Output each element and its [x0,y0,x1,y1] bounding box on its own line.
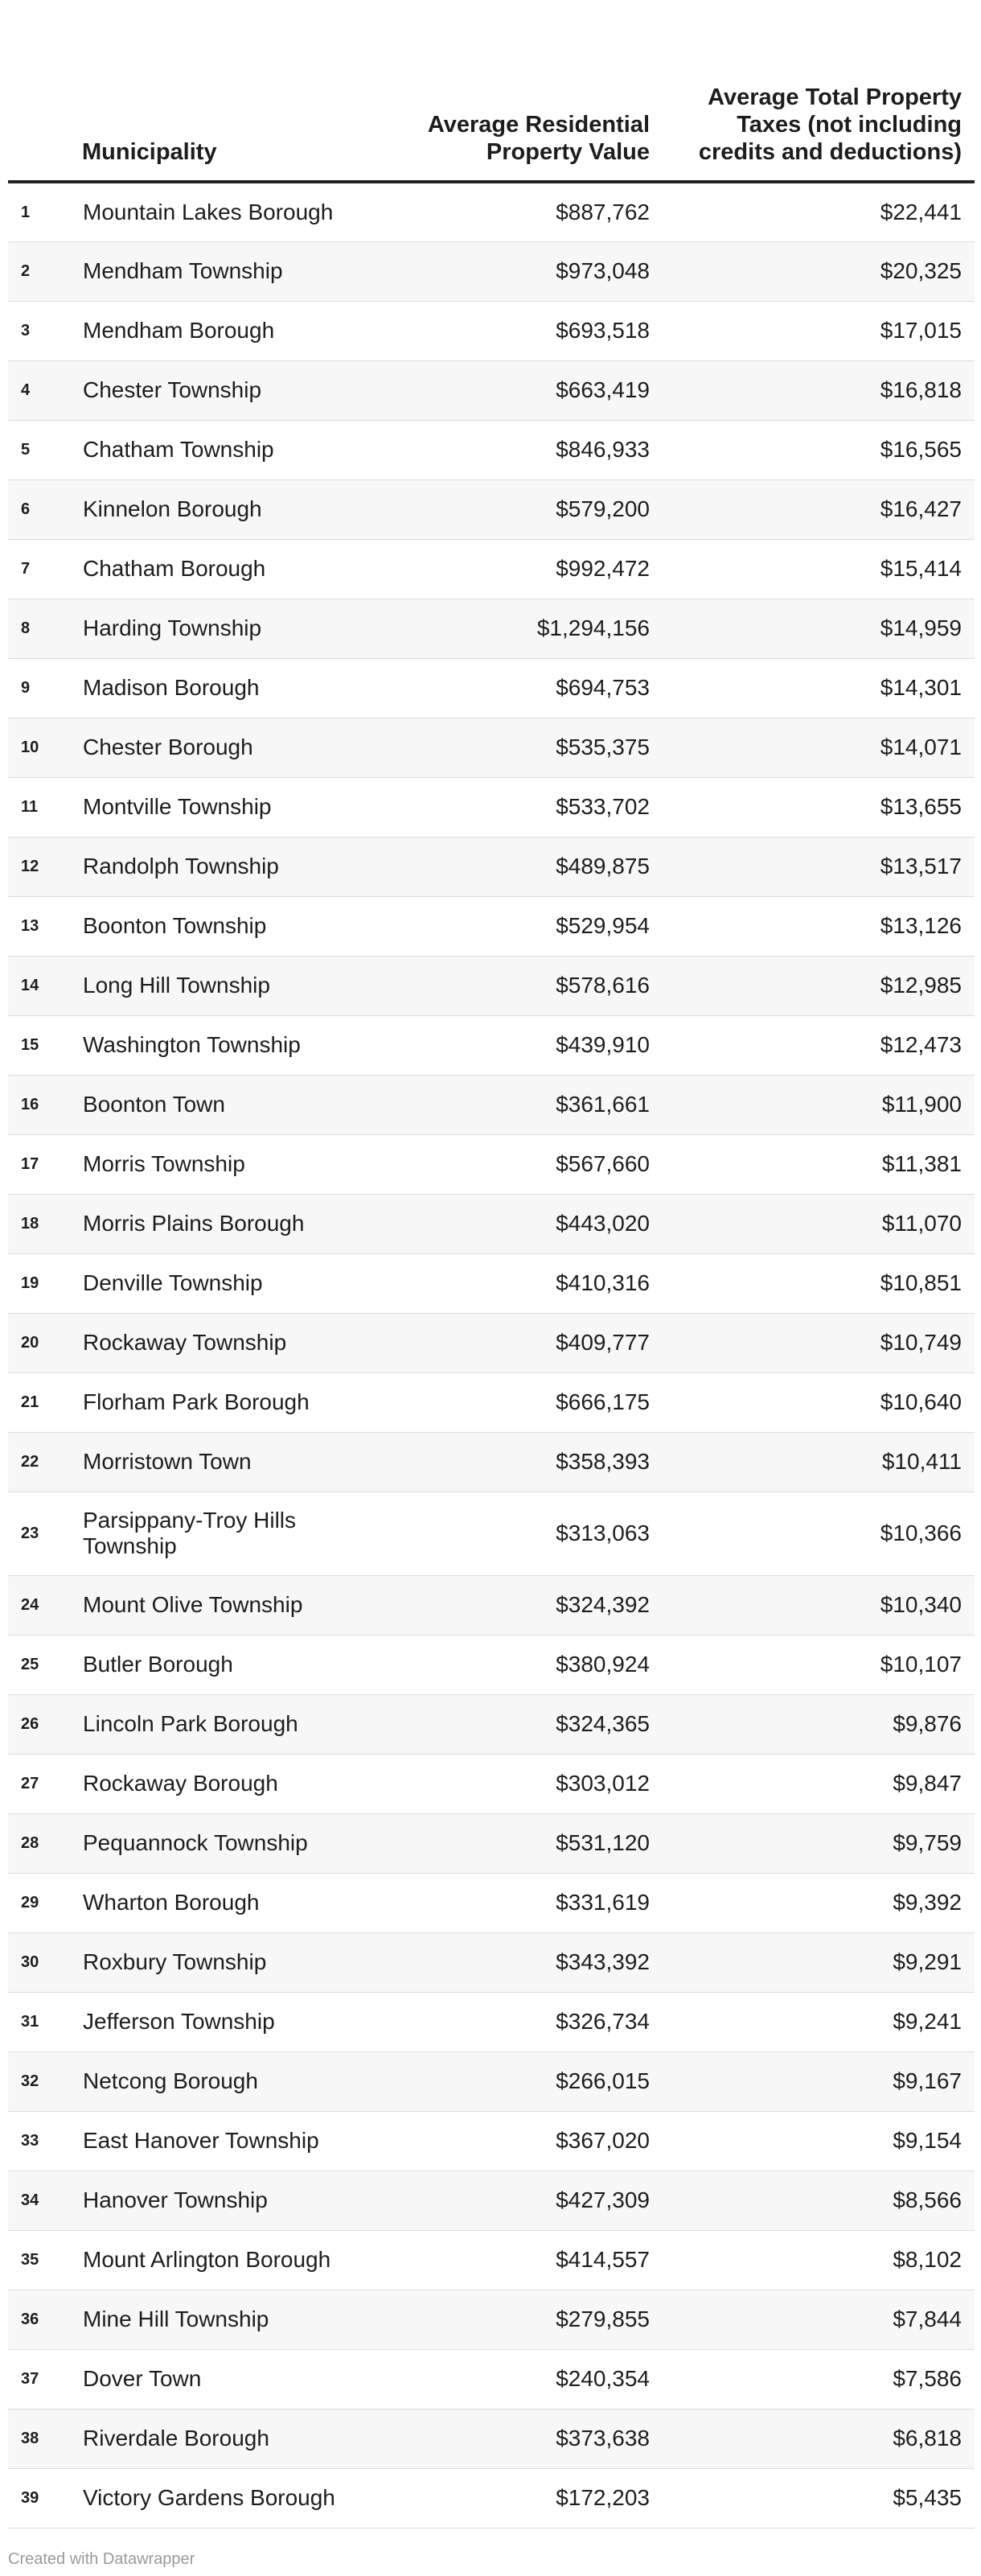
municipality-cell: Morris Plains Borough [82,1194,371,1253]
rank-cell: 15 [8,1015,82,1075]
property-taxes-cell: $14,071 [669,718,975,777]
property-taxes-cell: $8,566 [669,2171,975,2230]
table-row [8,1992,975,2051]
municipality-cell: Victory Gardens Borough [82,2468,371,2528]
property-taxes-cell: $11,900 [669,1075,975,1134]
table-body [8,182,975,2528]
rank-cell: 3 [8,301,82,360]
property-taxes-cell: $13,126 [669,896,975,956]
table-row [8,1372,975,1432]
property-value-cell: $529,954 [371,896,669,956]
property-taxes-cell: $9,847 [669,1754,975,1813]
table-row [8,1575,975,1635]
property-taxes-cell: $11,381 [669,1134,975,1194]
property-value-cell: $414,557 [371,2230,669,2290]
municipality-cell: Florham Park Borough [82,1372,371,1432]
property-taxes-cell: $7,844 [669,2290,975,2349]
municipality-cell: Mount Olive Township [82,1575,371,1635]
table-row [8,182,975,241]
property-taxes-cell: $9,759 [669,1813,975,1873]
municipality-cell: Netcong Borough [82,2051,371,2111]
table-row [8,1873,975,1932]
property-taxes-cell: $5,435 [669,2468,975,2528]
property-taxes-cell: $9,241 [669,1992,975,2051]
table-row [8,2349,975,2409]
table-row [8,241,975,301]
rank-cell: 31 [8,1992,82,2051]
municipality-cell: Pequannock Township [82,1813,371,1873]
table-row [8,837,975,896]
property-value-cell: $1,294,156 [371,599,669,658]
header-row [8,29,975,182]
property-taxes-cell: $10,366 [669,1492,975,1575]
header-municipality: Municipality [82,29,371,182]
municipality-cell: Roxbury Township [82,1932,371,1992]
table-row [8,1075,975,1134]
property-taxes-cell: $10,411 [669,1432,975,1492]
property-taxes-cell: $14,959 [669,599,975,658]
municipality-cell: Morristown Town [82,1432,371,1492]
property-value-cell: $427,309 [371,2171,669,2230]
property-value-cell: $693,518 [371,301,669,360]
property-taxes-cell: $12,473 [669,1015,975,1075]
property-value-cell: $535,375 [371,718,669,777]
table-row [8,718,975,777]
table-row [8,1813,975,1873]
municipality-cell: Mendham Township [82,241,371,301]
municipality-cell: Boonton Township [82,896,371,956]
municipality-cell: Denville Township [82,1253,371,1313]
municipality-cell: Rockaway Borough [82,1754,371,1813]
property-value-cell: $694,753 [371,658,669,718]
property-value-cell: $303,012 [371,1754,669,1813]
municipality-cell: Montville Township [82,777,371,837]
municipality-cell: Mine Hill Township [82,2290,371,2349]
header-average-property-value: Average Residential Property Value [371,29,669,182]
property-value-cell: $567,660 [371,1134,669,1194]
table-row [8,2051,975,2111]
rank-cell: 27 [8,1754,82,1813]
datawrapper-credit: Created with Datawrapper [8,2550,195,2568]
property-value-cell: $331,619 [371,1873,669,1932]
table-row [8,2290,975,2349]
rank-cell: 2 [8,241,82,301]
table-row [8,2409,975,2468]
property-value-cell: $887,762 [371,182,669,241]
rank-cell: 10 [8,718,82,777]
rank-cell: 24 [8,1575,82,1635]
property-taxes-cell: $20,325 [669,241,975,301]
rank-cell: 18 [8,1194,82,1253]
rank-cell: 28 [8,1813,82,1873]
property-value-cell: $409,777 [371,1313,669,1372]
rank-cell: 9 [8,658,82,718]
property-taxes-cell: $9,876 [669,1694,975,1754]
table-row [8,1754,975,1813]
municipality-cell: Washington Township [82,1015,371,1075]
property-taxes-cell: $9,392 [669,1873,975,1932]
municipality-cell: Boonton Town [82,1075,371,1134]
municipality-cell: Madison Borough [82,658,371,718]
property-value-cell: $443,020 [371,1194,669,1253]
municipality-cell: Lincoln Park Borough [82,1694,371,1754]
property-value-cell: $531,120 [371,1813,669,1873]
property-taxes-cell: $16,427 [669,479,975,539]
property-taxes-cell: $9,291 [669,1932,975,1992]
rank-cell: 26 [8,1694,82,1754]
table-row [8,1194,975,1253]
property-taxes-cell: $14,301 [669,658,975,718]
property-taxes-cell: $13,655 [669,777,975,837]
municipality-cell: Jefferson Township [82,1992,371,2051]
property-taxes-cell: $13,517 [669,837,975,896]
municipality-cell: East Hanover Township [82,2111,371,2171]
rank-cell: 17 [8,1134,82,1194]
table-row [8,2111,975,2171]
rank-cell: 33 [8,2111,82,2171]
property-taxes-cell: $9,167 [669,2051,975,2111]
rank-cell: 14 [8,956,82,1015]
property-taxes-cell: $15,414 [669,539,975,599]
property-value-cell: $992,472 [371,539,669,599]
rank-cell: 16 [8,1075,82,1134]
table-row [8,1932,975,1992]
rank-cell: 4 [8,360,82,420]
municipality-cell: Kinnelon Borough [82,479,371,539]
property-taxes-cell: $12,985 [669,956,975,1015]
rank-cell: 13 [8,896,82,956]
rank-cell: 29 [8,1873,82,1932]
municipality-cell: Mount Arlington Borough [82,2230,371,2290]
rank-cell: 23 [8,1492,82,1575]
table-row [8,1492,975,1575]
rank-cell: 35 [8,2230,82,2290]
rank-cell: 38 [8,2409,82,2468]
municipality-cell: Chatham Borough [82,539,371,599]
table-header [8,29,975,182]
rank-cell: 32 [8,2051,82,2111]
property-value-cell: $663,419 [371,360,669,420]
table-row [8,2230,975,2290]
table-row [8,1694,975,1754]
municipality-cell: Mountain Lakes Borough [82,182,371,241]
property-taxes-cell: $22,441 [669,182,975,241]
table-row [8,479,975,539]
rank-cell: 12 [8,837,82,896]
table-row [8,1635,975,1694]
property-taxes-cell: $8,102 [669,2230,975,2290]
table-row [8,599,975,658]
property-value-cell: $373,638 [371,2409,669,2468]
rank-cell: 25 [8,1635,82,1694]
rank-cell: 1 [8,182,82,241]
property-value-cell: $973,048 [371,241,669,301]
rank-cell: 39 [8,2468,82,2528]
rank-cell: 6 [8,479,82,539]
property-taxes-cell: $7,586 [669,2349,975,2409]
property-taxes-cell: $10,749 [669,1313,975,1372]
property-taxes-cell: $10,340 [669,1575,975,1635]
property-taxes-cell: $10,851 [669,1253,975,1313]
municipality-cell: Riverdale Borough [82,2409,371,2468]
rank-cell: 30 [8,1932,82,1992]
municipality-cell: Dover Town [82,2349,371,2409]
property-taxes-cell: $11,070 [669,1194,975,1253]
table-row [8,1432,975,1492]
municipality-cell: Hanover Township [82,2171,371,2230]
property-value-cell: $326,734 [371,1992,669,2051]
property-taxes-cell: $9,154 [669,2111,975,2171]
property-value-cell: $266,015 [371,2051,669,2111]
rank-cell: 5 [8,420,82,479]
property-taxes-cell: $6,818 [669,2409,975,2468]
property-taxes-cell: $17,015 [669,301,975,360]
municipality-cell: Harding Township [82,599,371,658]
municipality-cell: Long Hill Township [82,956,371,1015]
property-value-cell: $666,175 [371,1372,669,1432]
municipality-cell: Rockaway Township [82,1313,371,1372]
rank-cell: 37 [8,2349,82,2409]
municipality-cell: Wharton Borough [82,1873,371,1932]
municipality-cell: Butler Borough [82,1635,371,1694]
property-value-cell: $279,855 [371,2290,669,2349]
table-row [8,956,975,1015]
table-row [8,1015,975,1075]
property-taxes-cell: $10,107 [669,1635,975,1694]
table-row [8,658,975,718]
municipality-cell: Chester Borough [82,718,371,777]
property-value-cell: $533,702 [371,777,669,837]
table-row [8,301,975,360]
table-row [8,2171,975,2230]
table-row [8,539,975,599]
rank-cell: 20 [8,1313,82,1372]
property-value-cell: $240,354 [371,2349,669,2409]
rank-cell: 21 [8,1372,82,1432]
property-taxes-cell: $16,818 [669,360,975,420]
property-tax-table [8,29,975,2529]
header-rank [8,29,82,182]
rank-cell: 11 [8,777,82,837]
rank-cell: 36 [8,2290,82,2349]
property-value-cell: $361,661 [371,1075,669,1134]
header-average-total-property-taxes: Average Total Property Taxes (not including credits and deductions) [669,29,975,182]
property-value-cell: $489,875 [371,837,669,896]
property-value-cell: $439,910 [371,1015,669,1075]
municipality-cell: Chester Township [82,360,371,420]
property-value-cell: $172,203 [371,2468,669,2528]
municipality-cell: Morris Township [82,1134,371,1194]
rank-cell: 34 [8,2171,82,2230]
property-value-cell: $410,316 [371,1253,669,1313]
table-row [8,360,975,420]
table-row [8,420,975,479]
property-value-cell: $367,020 [371,2111,669,2171]
property-value-cell: $324,365 [371,1694,669,1754]
municipality-cell: Mendham Borough [82,301,371,360]
property-value-cell: $846,933 [371,420,669,479]
municipality-cell: Chatham Township [82,420,371,479]
table-row [8,1313,975,1372]
property-taxes-cell: $16,565 [669,420,975,479]
table-row [8,777,975,837]
municipality-cell: Randolph Township [82,837,371,896]
rank-cell: 7 [8,539,82,599]
property-value-cell: $313,063 [371,1492,669,1575]
rank-cell: 19 [8,1253,82,1313]
municipality-cell: Parsippany-Troy Hills Township [82,1492,371,1575]
property-value-cell: $380,924 [371,1635,669,1694]
rank-cell: 22 [8,1432,82,1492]
property-value-cell: $324,392 [371,1575,669,1635]
property-value-cell: $343,392 [371,1932,669,1992]
rank-cell: 8 [8,599,82,658]
property-value-cell: $358,393 [371,1432,669,1492]
table-row [8,1134,975,1194]
property-value-cell: $578,616 [371,956,669,1015]
property-value-cell: $579,200 [371,479,669,539]
table-row [8,2468,975,2528]
table-row [8,896,975,956]
table-row [8,1253,975,1313]
property-taxes-cell: $10,640 [669,1372,975,1432]
